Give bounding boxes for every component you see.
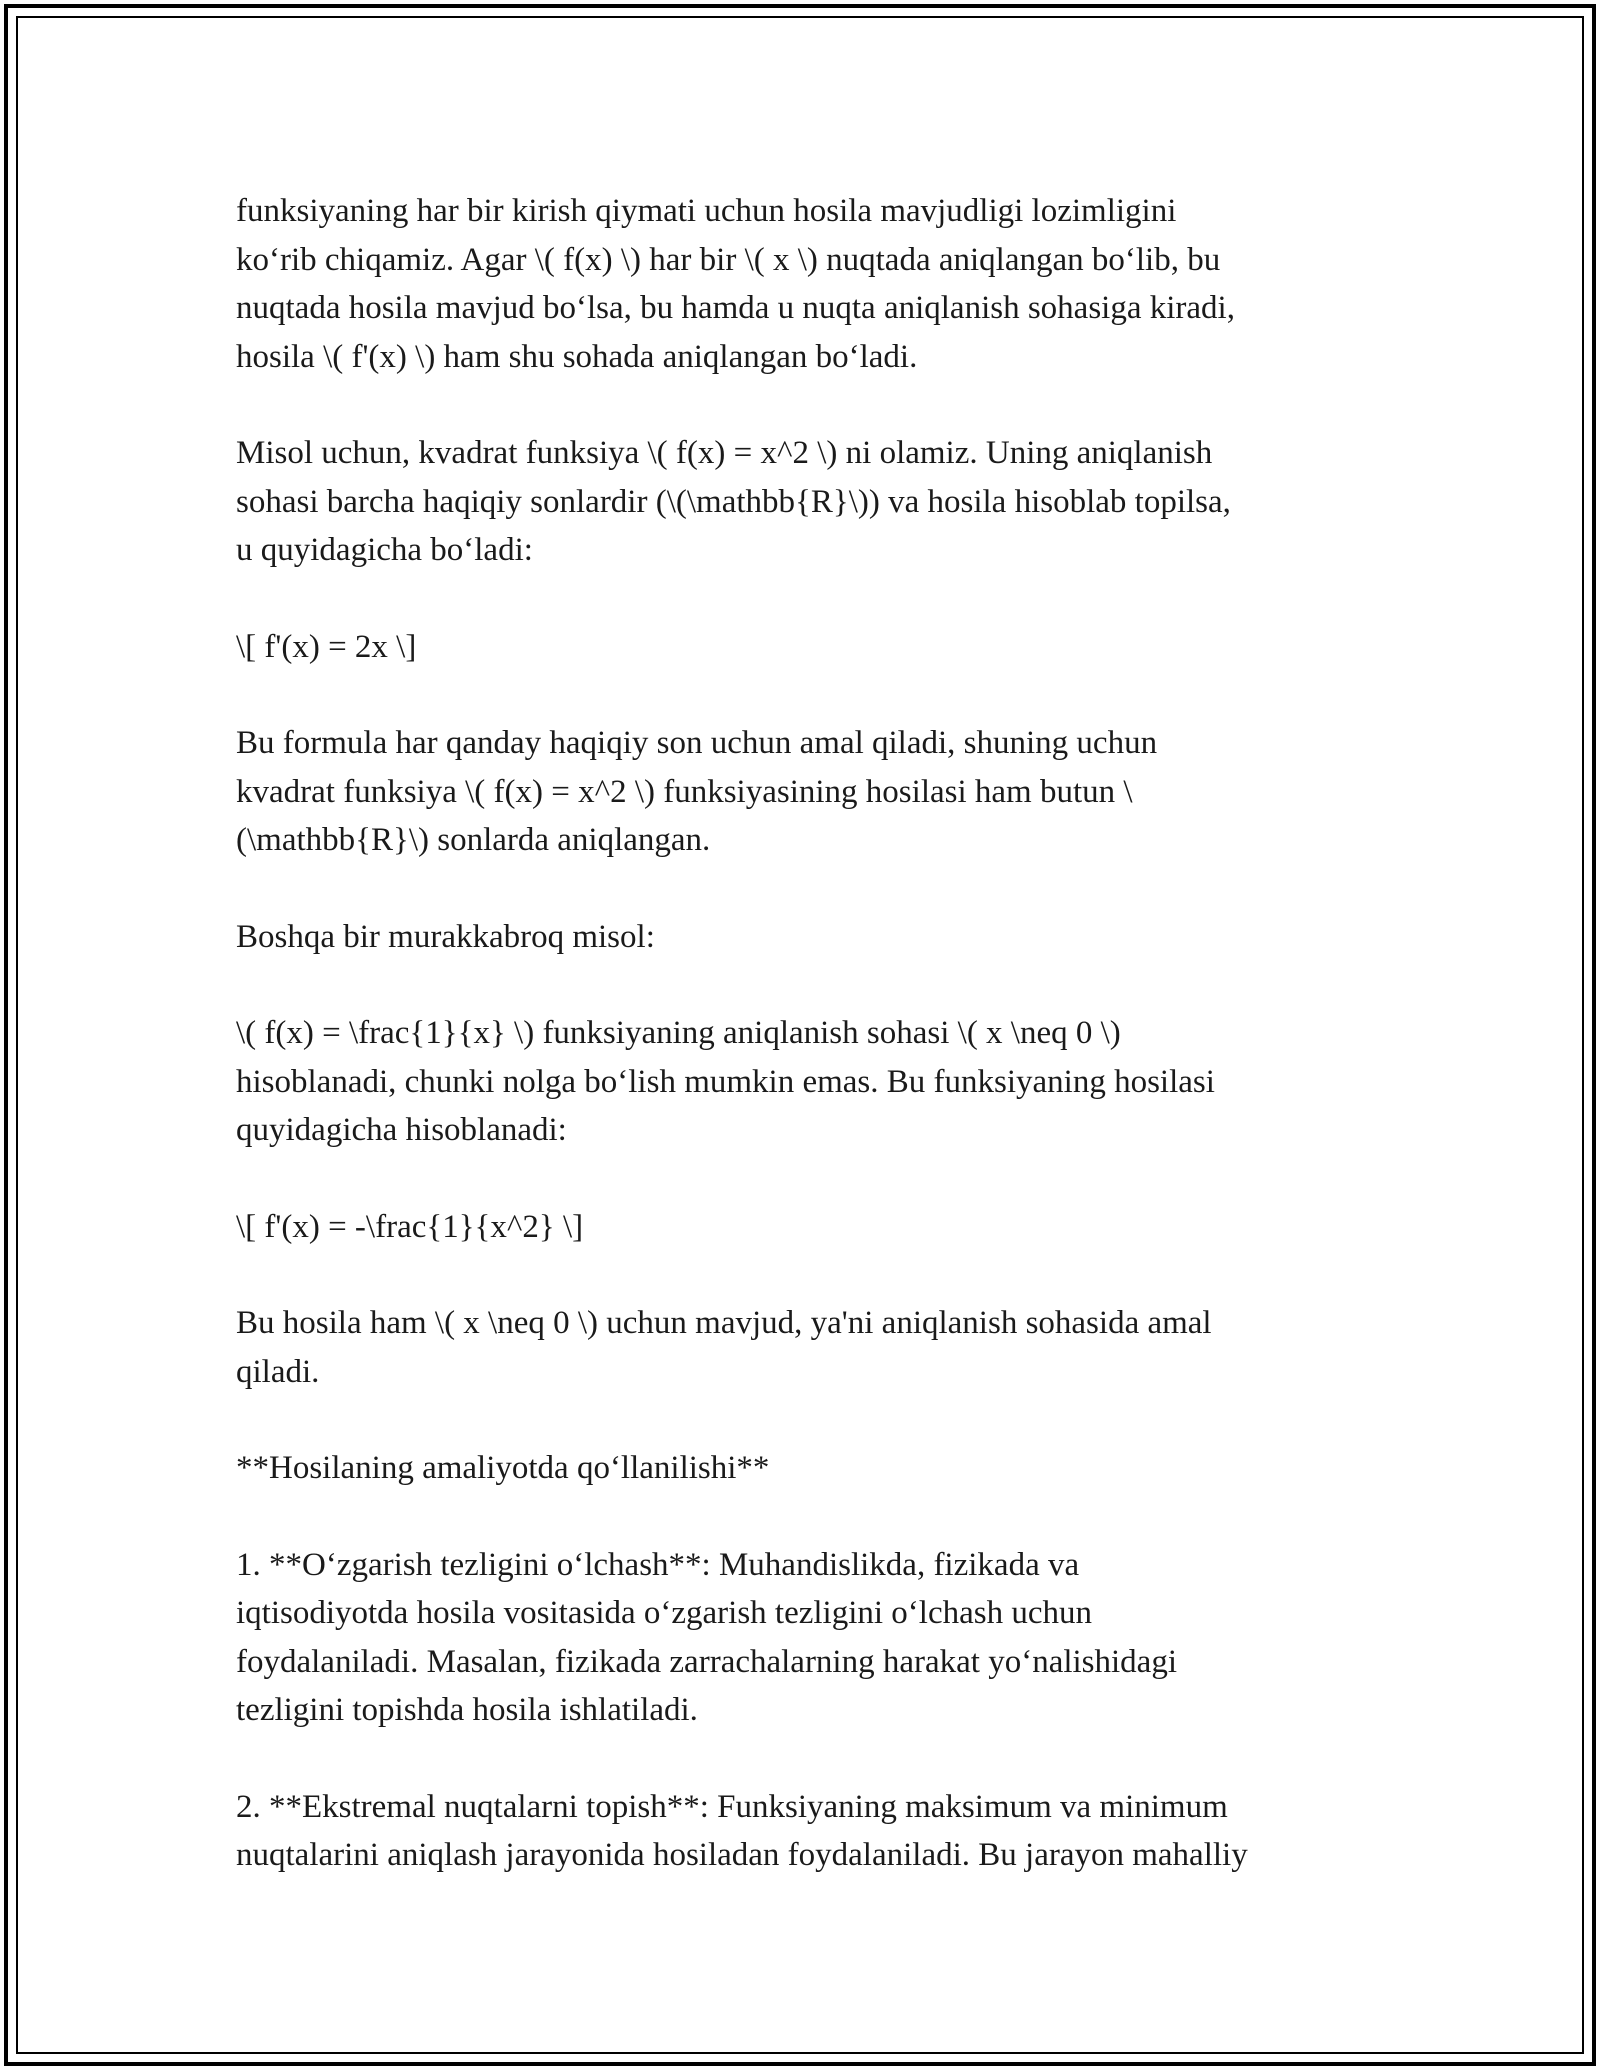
list-item-extremal-points (236, 1783, 1376, 1880)
text-line: qiladi. (236, 1353, 320, 1390)
text-line: Bu formula har qanday haqiqiy son uchun amal qiladi, shuning uchun (236, 725, 1158, 761)
section-heading-applications (236, 1444, 1376, 1493)
text-line: funksiyaning har bir kirish qiymati uchun hosila mavjudligi lozimligini (236, 193, 1177, 229)
formula-line: \[ f'(x) = 2x \] (236, 628, 417, 665)
list-item-rate-of-change (236, 1541, 1376, 1735)
text-line: Misol uchun, kvadrat funksiya \( f(x) = x^2 \) ni olamiz. Uning aniqlanish (236, 435, 1213, 471)
text-line: hosila \( f'(x) \) ham shu sohada aniqlangan bo‘ladi. (236, 338, 918, 375)
text-line: sohasi barcha haqiqiy sonlardir (\(\mathbb{R}\)) va hosila hisoblab topilsa, (236, 483, 1231, 520)
text-line: tezligini topishda hosila ishlatiladi. (236, 1692, 698, 1728)
text-line: foydalaniladi. Masalan, fizikada zarrachalarning harakat yo‘nalishidagi (236, 1643, 1177, 1680)
paragraph-complex-example-intro (236, 913, 1376, 962)
text-line: nuqtada hosila mavjud bo‘lsa, bu hamda u nuqta aniqlanish sohasiga kiradi, (236, 290, 1235, 326)
document-body (236, 187, 1376, 1928)
formula-line: \[ f'(x) = -\frac{1}{x^2} \] (236, 1208, 584, 1245)
formula-square-derivative (236, 623, 1376, 672)
text-line: iqtisodiyotda hosila vositasida o‘zgarish tezligini o‘lchash uchun (236, 1595, 1093, 1631)
text-line: quyidagicha hisoblanadi: (236, 1112, 567, 1148)
text-line: \( f(x) = \frac{1}{x} \) funksiyaning aniqlanish sohasi \( x \neq 0 \) (236, 1015, 1121, 1051)
formula-reciprocal-derivative (236, 1203, 1376, 1252)
heading-line: **Hosilaning amaliyotda qo‘llanilishi** (236, 1450, 770, 1486)
text-line: (\mathbb{R}\) sonlarda aniqlangan. (236, 822, 711, 858)
text-line: ko‘rib chiqamiz. Agar \( f(x) \) har bir \( x \) nuqtada aniqlangan bo‘lib, bu (236, 241, 1221, 278)
text-line: Bu hosila ham \( x \neq 0 \) uchun mavjud, ya'ni aniqlanish sohasida amal (236, 1305, 1212, 1341)
paragraph-reciprocal-example (236, 1009, 1376, 1155)
text-line: Boshqa bir murakkabroq misol: (236, 918, 655, 955)
paragraph-derivative-existence (236, 187, 1376, 381)
paragraph-formula-validity (236, 719, 1376, 865)
text-line: u quyidagicha bo‘ladi: (236, 532, 533, 568)
text-line: kvadrat funksiya \( f(x) = x^2 \) funksiyasining hosilasi ham butun \ (236, 773, 1133, 810)
paragraph-reciprocal-domain (236, 1299, 1376, 1396)
text-line: 2. **Ekstremal nuqtalarni topish**: Funksiyaning maksimum va minimum (236, 1788, 1228, 1825)
text-line: nuqtalarini aniqlash jarayonida hosiladan foydalaniladi. Bu jarayon mahalliy (236, 1837, 1248, 1873)
paragraph-square-example (236, 429, 1376, 575)
text-line: hisoblanadi, chunki nolga bo‘lish mumkin emas. Bu funksiyaning hosilasi (236, 1063, 1215, 1100)
text-line: 1. **O‘zgarish tezligini o‘lchash**: Muhandislikda, fizikada va (236, 1546, 1080, 1583)
